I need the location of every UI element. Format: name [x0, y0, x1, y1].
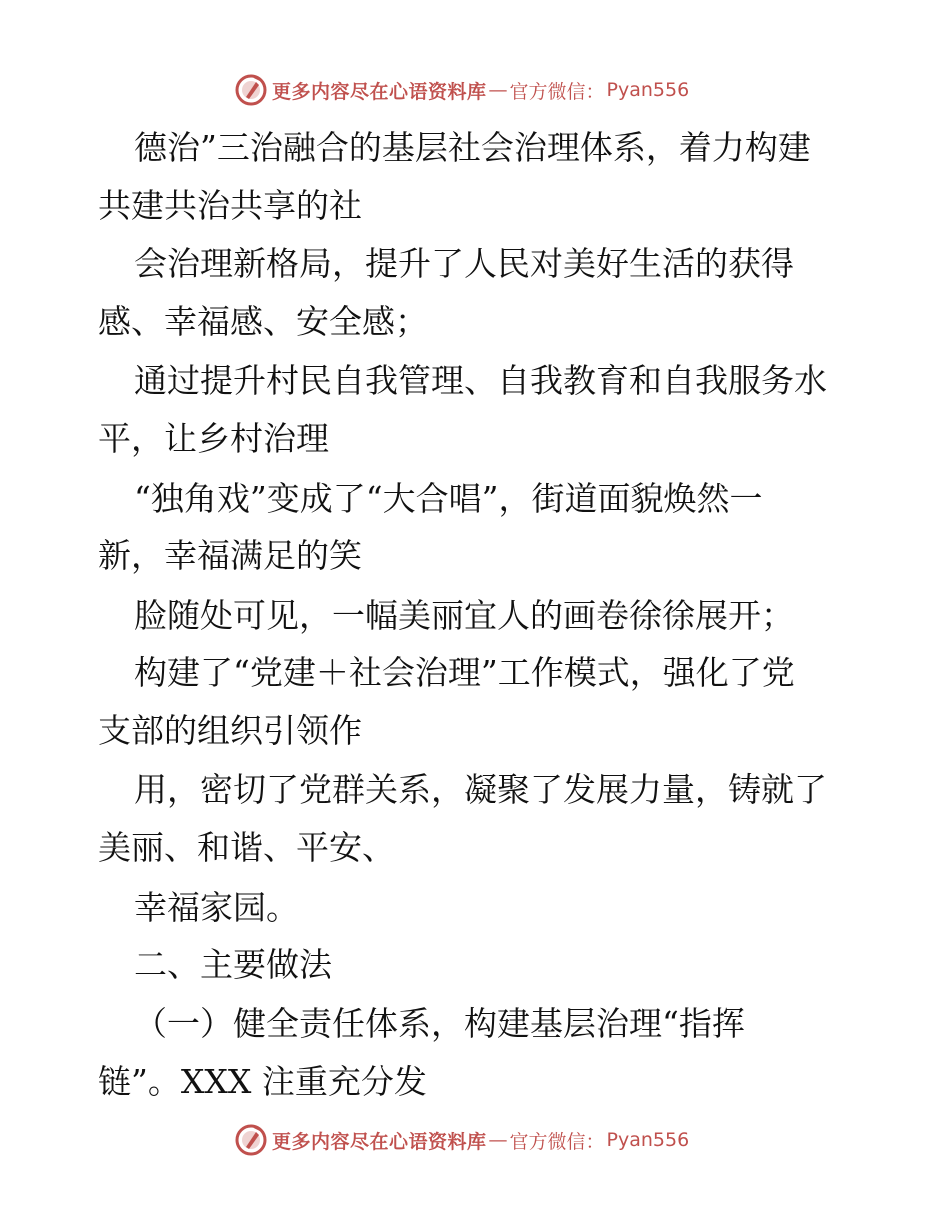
body-line: 德治”三治融合的基层社会治理体系，着力构建 [134, 128, 811, 167]
watermark-brand: 更多内容尽在心语资料库 [272, 80, 487, 103]
body-line: “独角戏”变成了“大合唱”，街道面貌焕然一 [134, 479, 763, 518]
pen-nib-logo-icon [234, 1123, 268, 1157]
watermark-wechat-id: Pyan556 [606, 1129, 690, 1151]
watermark-wechat-id: Pyan556 [606, 79, 690, 101]
body-line: 共建共治共享的社 [98, 186, 362, 225]
body-line: 链”。XXX 注重充分发 [98, 1062, 427, 1101]
body-line: 脸随处可见，一幅美丽宜人的画卷徐徐展开； [134, 596, 794, 635]
subsection-heading: （一）健全责任体系，构建基层治理“指挥 [134, 1004, 745, 1043]
watermark-header [234, 73, 689, 107]
body-line: 感、幸福感、安全感； [98, 302, 428, 341]
section-heading: 二、主要做法 [134, 945, 332, 984]
body-line: 支部的组织引领作 [98, 711, 362, 750]
body-line: 通过提升村民自我管理、自我教育和自我服务水 [134, 361, 827, 400]
body-line: 构建了“党建＋社会治理”工作模式，强化了党 [134, 653, 795, 692]
body-line: 新，幸福满足的笑 [98, 536, 362, 575]
watermark-official-label: 官方微信： [509, 1130, 605, 1153]
watermark-separator: — [488, 1129, 508, 1151]
body-line: 会治理新格局，提升了人民对美好生活的获得 [134, 244, 794, 283]
body-line: 平，让乡村治理 [98, 419, 329, 458]
pen-nib-logo-icon [234, 73, 268, 107]
body-line: 用，密切了党群关系，凝聚了发展力量，铸就了 [134, 770, 827, 809]
watermark-footer [234, 1123, 689, 1157]
watermark-brand: 更多内容尽在心语资料库 [272, 1130, 487, 1153]
body-line: 美丽、和谐、平安、 [98, 828, 395, 867]
watermark-official-label: 官方微信： [509, 80, 605, 103]
body-line: 幸福家园。 [134, 888, 299, 927]
watermark-separator: — [488, 79, 508, 101]
